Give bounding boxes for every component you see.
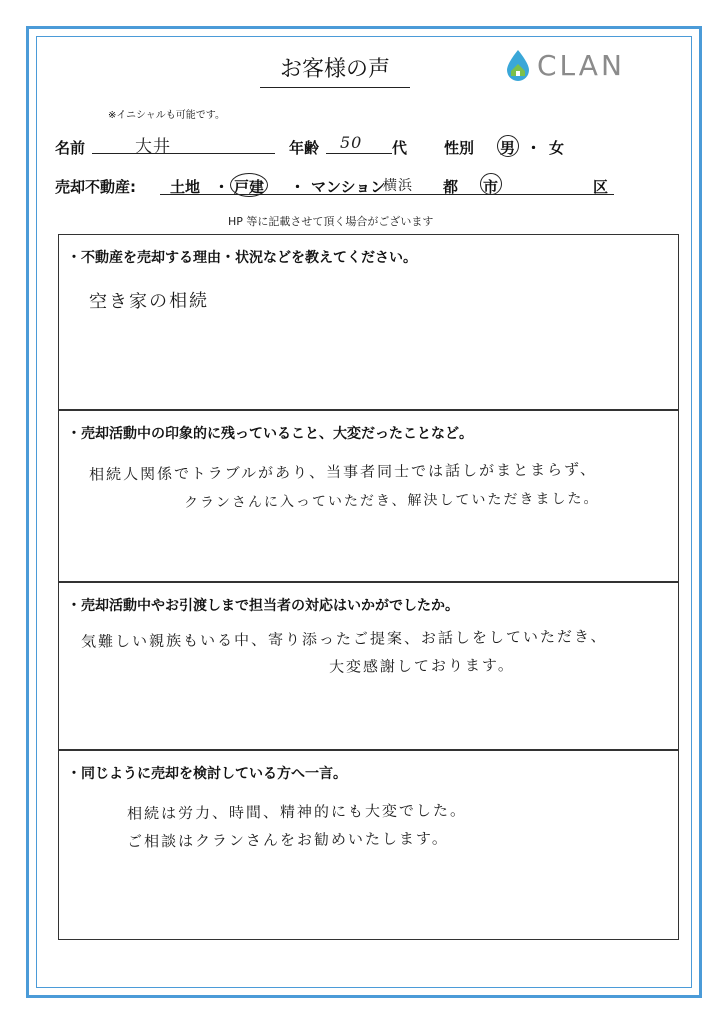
impression-answer-line-2: クランさんに入っていただき、解決していただきました。	[183, 490, 600, 512]
impression-answer-line-1: 相続人関係でトラブルがあり、当事者同士では話しがまとまらず、	[88, 460, 597, 484]
age-label: 年齢	[289, 139, 320, 157]
name-underline	[92, 153, 275, 154]
advice-section	[58, 750, 679, 940]
property-house: 戸建	[234, 178, 265, 196]
property-land: 土地	[170, 178, 201, 196]
property-separator-2: ・	[290, 178, 306, 196]
impression-section	[58, 410, 679, 582]
staff-answer-line-2: 大変感謝しております。	[328, 656, 515, 676]
hp-note: HP 等に記載させて頂く場合がございます	[228, 215, 434, 228]
location-ward: 区	[593, 178, 609, 196]
age-value: 50	[340, 133, 363, 152]
property-mansion: マンション	[311, 178, 386, 196]
age-underline	[326, 153, 392, 154]
name-value: 大井	[135, 137, 171, 157]
gender-female: 女	[549, 139, 565, 157]
staff-answer-line-1: 気難しい親族もいる中、寄り添ったご提案、お話しをしていただき、	[80, 627, 608, 651]
property-underline	[160, 194, 614, 195]
property-label: 売却不動産:	[55, 178, 136, 196]
gender-label: 性別	[444, 139, 475, 157]
reason-answer-line-1: 空き家の相続	[88, 290, 210, 313]
location-handwritten: 横浜	[383, 178, 413, 194]
name-label: 名前	[55, 139, 86, 157]
location-city: 市	[483, 178, 499, 196]
initial-note: ※イニシャルも可能です。	[108, 110, 225, 121]
gender-separator: ・	[526, 139, 542, 157]
advice-question: ・同じように売却を検討している方へ一言。	[67, 766, 347, 782]
property-separator-1: ・	[214, 178, 230, 196]
logo-text: CLAN	[537, 48, 625, 82]
gender-male: 男	[500, 139, 516, 157]
staff-section	[58, 582, 679, 750]
page-title: お客様の声	[260, 52, 410, 88]
staff-question: ・売却活動中やお引渡しまで担当者の対応はいかがでしたか。	[67, 598, 459, 614]
clan-logo-icon	[505, 49, 531, 81]
advice-answer-line-2: ご相談はクランさんをお勧めいたします。	[126, 829, 449, 851]
age-suffix: 代	[392, 139, 408, 157]
reason-section	[58, 234, 679, 410]
impression-question: ・売却活動中の印象的に残っていること、大変だったことなど。	[67, 426, 473, 442]
advice-answer-line-1: 相続は労力、時間、精神的にも大変でした。	[126, 801, 468, 823]
reason-question: ・不動産を売却する理由・状況などを教えてください。	[67, 250, 417, 266]
location-to: 都	[443, 178, 459, 196]
company-logo	[505, 48, 625, 82]
